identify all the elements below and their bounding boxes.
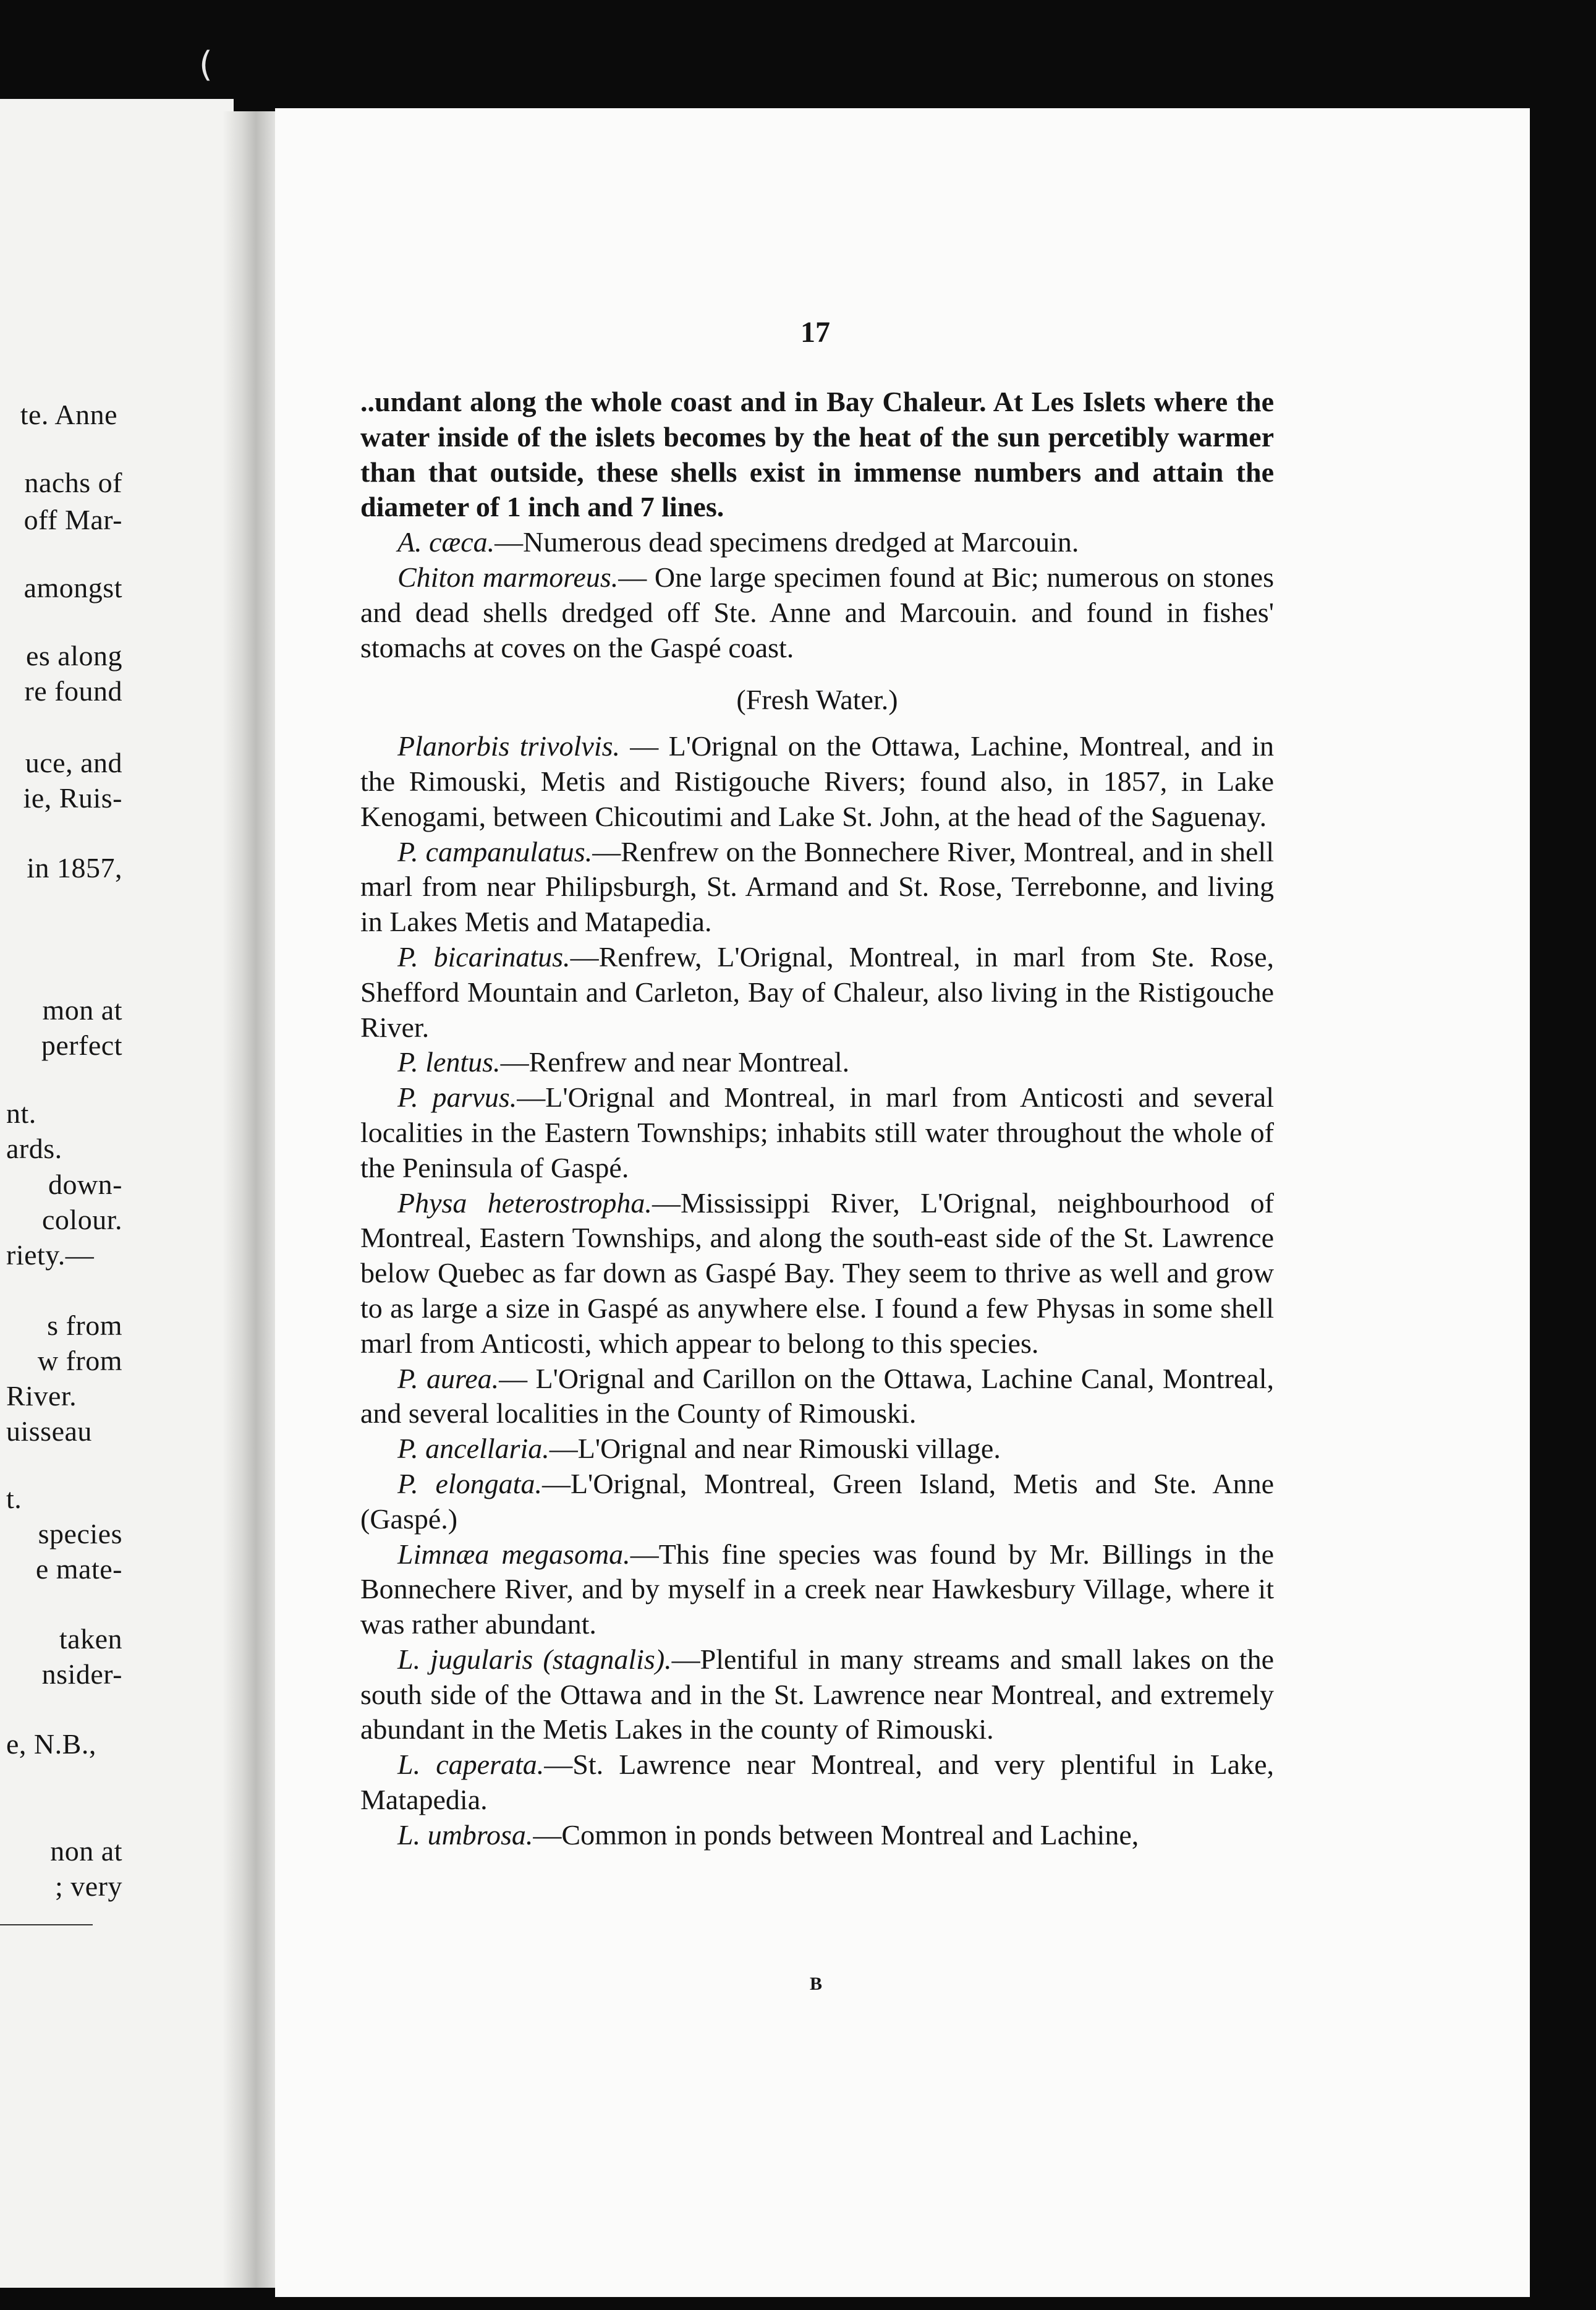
species-entry [360, 525, 1274, 560]
species-entry [360, 1362, 1274, 1432]
footnote-rule [0, 1924, 93, 1925]
entry-text: — One large specimen found at Bic; numerous on stones and dead shells dredged off Ste. Anne and Marcouin. and found in fishes' stomachs at coves on the Gaspé coast. [360, 561, 1274, 663]
entry-text: —This fine species was found by Mr. Billings in the Bonnechere River, and by myself in a creek near Hawkesbury Village, where it was rather abundant. [360, 1538, 1274, 1640]
species-name: L. jugularis (stagnalis). [397, 1643, 672, 1675]
left-fragment: nachs of [24, 467, 122, 498]
species-name: Limnæa megasoma. [397, 1538, 630, 1570]
left-fragment: taken [59, 1623, 122, 1655]
page-gutter [223, 111, 278, 2288]
left-fragment: e, N.B., [6, 1728, 96, 1760]
left-fragment: River. [6, 1380, 77, 1412]
paragraph-text: ..undant along the whole coast and in Bay Chaleur. At Les Islets where the water inside of the islets becomes by the heat of the sun percetibly warmer than that outside, these shells exist in immense numbers and attain the diameter of 1 inch and 7 lines. [360, 386, 1274, 523]
left-fragment: re found [24, 675, 122, 707]
species-name: P. campanulatus. [397, 835, 593, 867]
species-name: L. caperata. [397, 1749, 545, 1781]
species-name: Chiton marmoreus. [397, 561, 619, 593]
left-fragment: nsider- [41, 1658, 122, 1690]
species-entry [360, 1537, 1274, 1642]
species-entry [360, 1467, 1274, 1537]
left-fragment: off Mar- [23, 504, 122, 535]
species-entry [360, 1186, 1274, 1362]
species-name: A. cæca. [397, 526, 495, 558]
left-fragment: w from [37, 1345, 122, 1376]
species-name: P. ancellaria. [397, 1433, 550, 1465]
left-fragment: perfect [41, 1029, 122, 1061]
left-fragment: uisseau [6, 1415, 92, 1447]
left-fragment: amongst [23, 572, 122, 603]
entry-text: —Renfrew, L'Orignal, Montreal, in marl from Ste. Rose, Shefford Mountain and Carleton, Bay of Chaleur, also living in the Ristigouche River. [360, 940, 1274, 1043]
page-number: 17 [800, 316, 830, 349]
left-fragment: s from [47, 1310, 122, 1341]
left-fragment: ie, Ruis- [23, 782, 122, 814]
species-name: Physa heterostropha. [397, 1187, 652, 1219]
left-fragment: colour. [42, 1204, 122, 1235]
entry-text: —L'Orignal and near Rimouski village. [549, 1433, 1001, 1465]
species-name: P. aurea. [397, 1362, 499, 1394]
species-name: P. bicarinatus. [397, 940, 571, 973]
species-name: P. elongata. [397, 1467, 542, 1499]
left-fragment: mon at [42, 994, 122, 1026]
species-entry [360, 1747, 1274, 1818]
entry-text: —L'Orignal and Montreal, in marl from Anticosti and several localities in the Eastern Townships; inhabits still water throughout the whole of the Peninsula of Gaspé. [360, 1081, 1274, 1183]
scan-mark: ( [199, 45, 213, 85]
left-fragment: ; very [54, 1870, 122, 1902]
left-fragment: ards. [6, 1133, 62, 1164]
left-fragment: riety.— [6, 1239, 95, 1271]
species-name: P. parvus. [397, 1081, 517, 1114]
species-name: L. umbrosa. [397, 1818, 533, 1851]
entry-text: —Plentiful in many streams and small lakes on the south side of the Ottawa and in the St. Lawrence near Montreal, and extremely abundant in the Metis Lakes in the county of Rimouski. [360, 1643, 1274, 1745]
entry-text: — L'Orignal and Carillon on the Ottawa, Lachine Canal, Montreal, and several localities in the County of Rimouski. [360, 1362, 1274, 1430]
left-fragment: nt. [6, 1097, 36, 1129]
left-fragment: in 1857, [27, 852, 122, 884]
entry-text: —Mississippi River, L'Orignal, neighbourhood of Montreal, Eastern Townships, and along the south-east side of the St. Lawrence below Quebec as far down as Gaspé Bay. They seem to thrive as well and grow to as large a size in Gaspé as anywhere else. I found a few Physas in some shell marl from Anticosti, which appear to belong to this species. [360, 1187, 1274, 1359]
page-body [360, 385, 1274, 1853]
entry-text: —Renfrew on the Bonnechere River, Montreal, and in shell marl from near Philipsburgh, St. Armand and St. Rose, Terrebonne, and living in Lakes Metis and Matapedia. [360, 835, 1274, 938]
species-entry [360, 560, 1274, 665]
left-fragment: species [38, 1518, 122, 1549]
signature-mark: B [810, 1974, 823, 1994]
left-fragment: non at [50, 1835, 122, 1867]
left-fragment: te. Anne [20, 399, 117, 430]
species-entry [360, 1045, 1274, 1080]
species-entry [360, 835, 1274, 940]
left-fragment: uce, and [25, 747, 122, 778]
entry-text: —Common in ponds between Montreal and Lachine, [533, 1818, 1139, 1851]
species-name: P. lentus. [397, 1046, 501, 1078]
species-name: Planorbis trivolvis. [397, 730, 621, 762]
section-heading: (Fresh Water.) [736, 684, 898, 716]
left-fragment: es along [25, 640, 122, 671]
species-entry [360, 1431, 1274, 1467]
species-entry [360, 940, 1274, 1045]
species-entry [360, 1642, 1274, 1747]
entry-text: —L'Orignal, Montreal, Green Island, Metis and Ste. Anne (Gaspé.) [360, 1467, 1274, 1535]
left-fragment: e mate- [35, 1553, 122, 1585]
entry-text: —Renfrew and near Montreal. [500, 1046, 850, 1078]
continued-paragraph [360, 385, 1274, 525]
species-entry [360, 1818, 1274, 1853]
entry-text: —St. Lawrence near Montreal, and very plentiful in Lake, Matapedia. [360, 1749, 1275, 1816]
entry-text: —Numerous dead specimens dredged at Marcouin. [495, 526, 1079, 558]
left-fragment: t. [6, 1483, 22, 1514]
species-entry [360, 729, 1274, 834]
species-entry [360, 1080, 1274, 1185]
left-fragment: down- [48, 1169, 122, 1200]
entry-text: — L'Orignal on the Ottawa, Lachine, Montreal, and in the Rimouski, Metis and Ristigouche Rivers; found also, in 1857, in Lake Kenogami, between Chicoutimi and Lake St. John, at the head of the Saguenay. [360, 730, 1274, 832]
